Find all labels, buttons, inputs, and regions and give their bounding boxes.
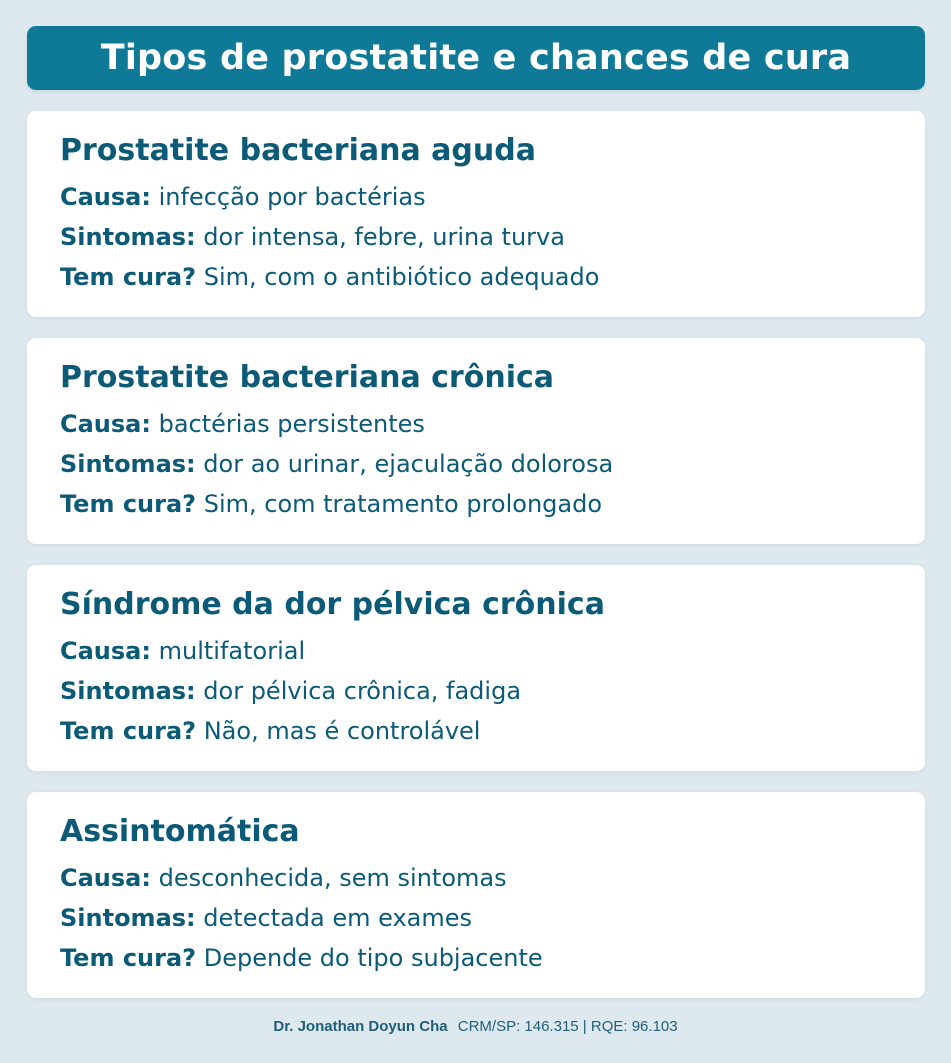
cause-row bbox=[60, 858, 925, 898]
card-title: Assintomática bbox=[60, 814, 300, 849]
symptoms-row bbox=[60, 898, 925, 938]
cause-row bbox=[60, 631, 925, 671]
symptoms-value: dor ao urinar, ejaculação dolorosa bbox=[195, 450, 614, 478]
cause-label: Causa: bbox=[60, 410, 151, 438]
footer-credit bbox=[0, 1018, 951, 1035]
cause-label: Causa: bbox=[60, 183, 151, 211]
cause-row bbox=[60, 404, 925, 444]
cause-value: multifatorial bbox=[150, 637, 306, 665]
doctor-credentials: CRM/SP: 146.315 | RQE: 96.103 bbox=[457, 1018, 678, 1035]
cure-value: Sim, com tratamento prolongado bbox=[196, 490, 603, 518]
card-title: Prostatite bacteriana crônica bbox=[60, 360, 555, 395]
card-acute-bacterial bbox=[27, 111, 925, 317]
card-chronic-pelvic-pain bbox=[27, 565, 925, 771]
card-asymptomatic bbox=[27, 792, 925, 998]
cause-label: Causa: bbox=[60, 637, 151, 665]
cause-value: infecção por bactérias bbox=[150, 183, 426, 211]
header-banner bbox=[27, 26, 925, 90]
card-chronic-bacterial bbox=[27, 338, 925, 544]
cure-label: Tem cura? bbox=[60, 263, 197, 291]
cure-row bbox=[60, 711, 925, 751]
symptoms-label: Sintomas: bbox=[60, 223, 196, 251]
cure-label: Tem cura? bbox=[60, 944, 197, 972]
symptoms-label: Sintomas: bbox=[60, 904, 196, 932]
cure-value: Não, mas é controlável bbox=[196, 717, 481, 745]
symptoms-row bbox=[60, 671, 925, 711]
symptoms-value: dor intensa, febre, urina turva bbox=[195, 223, 565, 251]
cause-row bbox=[60, 177, 925, 217]
cause-value: bactérias persistentes bbox=[150, 410, 425, 438]
cause-label: Causa: bbox=[60, 864, 151, 892]
page-title: Tipos de prostatite e chances de cura bbox=[100, 38, 852, 78]
cure-value: Sim, com o antibiótico adequado bbox=[196, 263, 600, 291]
card-title: Síndrome da dor pélvica crônica bbox=[60, 587, 605, 622]
symptoms-label: Sintomas: bbox=[60, 450, 196, 478]
cure-label: Tem cura? bbox=[60, 490, 197, 518]
symptoms-value: detectada em exames bbox=[195, 904, 473, 932]
cure-row bbox=[60, 257, 925, 297]
symptoms-row bbox=[60, 217, 925, 257]
cure-label: Tem cura? bbox=[60, 717, 197, 745]
cure-row bbox=[60, 484, 925, 524]
symptoms-label: Sintomas: bbox=[60, 677, 196, 705]
cure-value: Depende do tipo subjacente bbox=[196, 944, 543, 972]
cure-row bbox=[60, 938, 925, 978]
card-title: Prostatite bacteriana aguda bbox=[60, 133, 536, 168]
symptoms-value: dor pélvica crônica, fadiga bbox=[195, 677, 522, 705]
doctor-name: Dr. Jonathan Doyun Cha bbox=[273, 1018, 448, 1035]
symptoms-row bbox=[60, 444, 925, 484]
cause-value: desconhecida, sem sintomas bbox=[150, 864, 507, 892]
